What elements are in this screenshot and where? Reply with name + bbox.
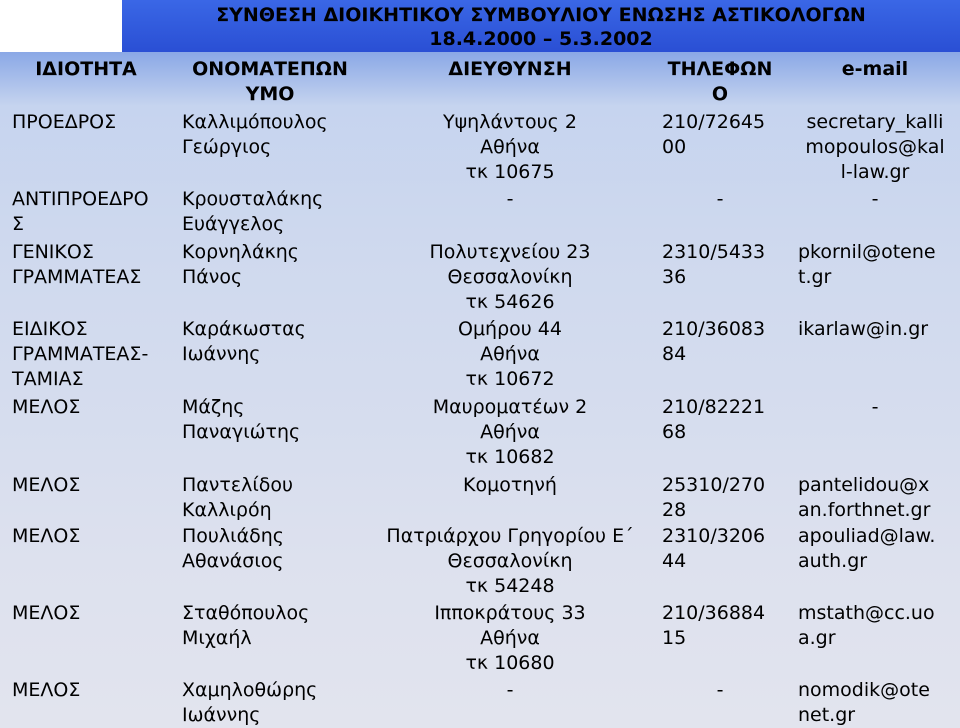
row-6-email[interactable]: pantelidou@x an.forthnet.gr xyxy=(798,474,931,521)
row-6-name: Παντελίδου Καλλιρόη xyxy=(182,474,294,521)
row-1-role: ΠΡΟΕΔΡΟΣ xyxy=(12,111,117,133)
row-3-address: Πολυτεχνείου 23 Θεσσαλονίκη τκ 54626 xyxy=(429,241,591,313)
row-2-address: - xyxy=(506,188,514,210)
header-name: ΟΝΟΜΑΤΕΠΩΝ ΥΜΟ xyxy=(192,58,348,105)
row-6-role: ΜΕΛΟΣ xyxy=(12,474,81,496)
row-9-email[interactable]: nomodik@ote net.gr xyxy=(798,679,930,726)
row-7-email[interactable]: apouliad@law. auth.gr xyxy=(798,525,936,572)
row-4-role: ΕΙΔΙΚΟΣ ΓΡΑΜΜΑΤΕΑΣ- ΤΑΜΙΑΣ xyxy=(12,318,149,390)
row-7-name: Πουλιάδης Αθανάσιος xyxy=(182,525,284,572)
row-8-email[interactable]: mstath@cc.uo a.gr xyxy=(798,602,935,649)
row-3-email[interactable]: pkornil@otene t.gr xyxy=(798,241,936,288)
title-line-2: 18.4.2000 – 5.3.2002 xyxy=(429,28,653,50)
row-3-name: Κορνηλάκης Πάνος xyxy=(182,241,299,288)
row-7-address: Πατριάρχου Γρηγορίου Ε΄ Θεσσαλονίκη τκ 54248 xyxy=(386,525,634,597)
row-9-address: - xyxy=(506,679,514,701)
row-5-phone: 210/82221 68 xyxy=(662,396,766,443)
row-8-name: Σταθόπουλος Μιχαήλ xyxy=(182,602,310,649)
row-8-address: Ιπποκράτους 33 Αθήνα τκ 10680 xyxy=(434,602,586,674)
row-8-role: ΜΕΛΟΣ xyxy=(12,602,81,624)
header-role: ΙΔΙΟΤΗΤΑ xyxy=(35,58,137,80)
row-1-name: Καλλιμόπουλος Γεώργιος xyxy=(182,111,328,158)
row-3-phone: 2310/5433 36 xyxy=(662,241,766,288)
row-9-role: ΜΕΛΟΣ xyxy=(12,679,81,701)
row-3-role: ΓΕΝΙΚΟΣ ΓΡΑΜΜΑΤΕΑΣ xyxy=(12,241,142,288)
row-8-phone: 210/36884 15 xyxy=(662,602,766,649)
row-5-role: ΜΕΛΟΣ xyxy=(12,396,81,418)
row-6-address: Κομοτηνή xyxy=(463,474,557,496)
row-7-role: ΜΕΛΟΣ xyxy=(12,525,81,547)
row-1-address: Υψηλάντους 2 Αθήνα τκ 10675 xyxy=(443,111,577,183)
header-phone: ΤΗΛΕΦΩΝ Ο xyxy=(667,58,773,105)
row-5-email: - xyxy=(871,396,879,418)
row-4-phone: 210/36083 84 xyxy=(662,318,766,365)
header-address: ΔΙΕΥΘΥΝΣΗ xyxy=(448,58,572,80)
row-5-address: Μαυροματέων 2 Αθήνα τκ 10682 xyxy=(432,396,588,468)
header-email: e-mail xyxy=(841,58,909,80)
row-2-email: - xyxy=(871,188,879,210)
row-2-role: ΑΝΤΙΠΡΟΕΔΡΟ Σ xyxy=(12,188,149,235)
row-4-email[interactable]: ikarlaw@in.gr xyxy=(798,318,929,340)
row-9-phone: - xyxy=(716,679,724,701)
row-1-email[interactable]: secretary_kalli mopoulos@kal l-law.gr xyxy=(805,111,945,183)
row-6-phone: 25310/270 28 xyxy=(662,474,766,521)
row-5-name: Μάζης Παναγιώτης xyxy=(182,396,301,443)
row-4-address: Ομήρου 44 Αθήνα τκ 10672 xyxy=(458,318,562,390)
row-2-phone: - xyxy=(716,188,724,210)
title-line-1: ΣΥΝΘΕΣΗ ΔΙΟΙΚΗΤΙΚΟΥ ΣΥΜΒΟΥΛΙΟΥ ΕΝΩΣΗΣ ΑΣΤΙΚΟΛΟΓΩΝ xyxy=(216,4,866,26)
row-2-name: Κρουσταλάκης Ευάγγελος xyxy=(182,188,324,235)
row-9-name: Χαμηλοθώρης Ιωάννης xyxy=(182,679,318,726)
row-4-name: Καράκωστας Ιωάννης xyxy=(182,318,306,365)
row-1-phone: 210/72645 00 xyxy=(662,111,766,158)
row-7-phone: 2310/3206 44 xyxy=(662,525,766,572)
title-banner xyxy=(122,0,960,52)
